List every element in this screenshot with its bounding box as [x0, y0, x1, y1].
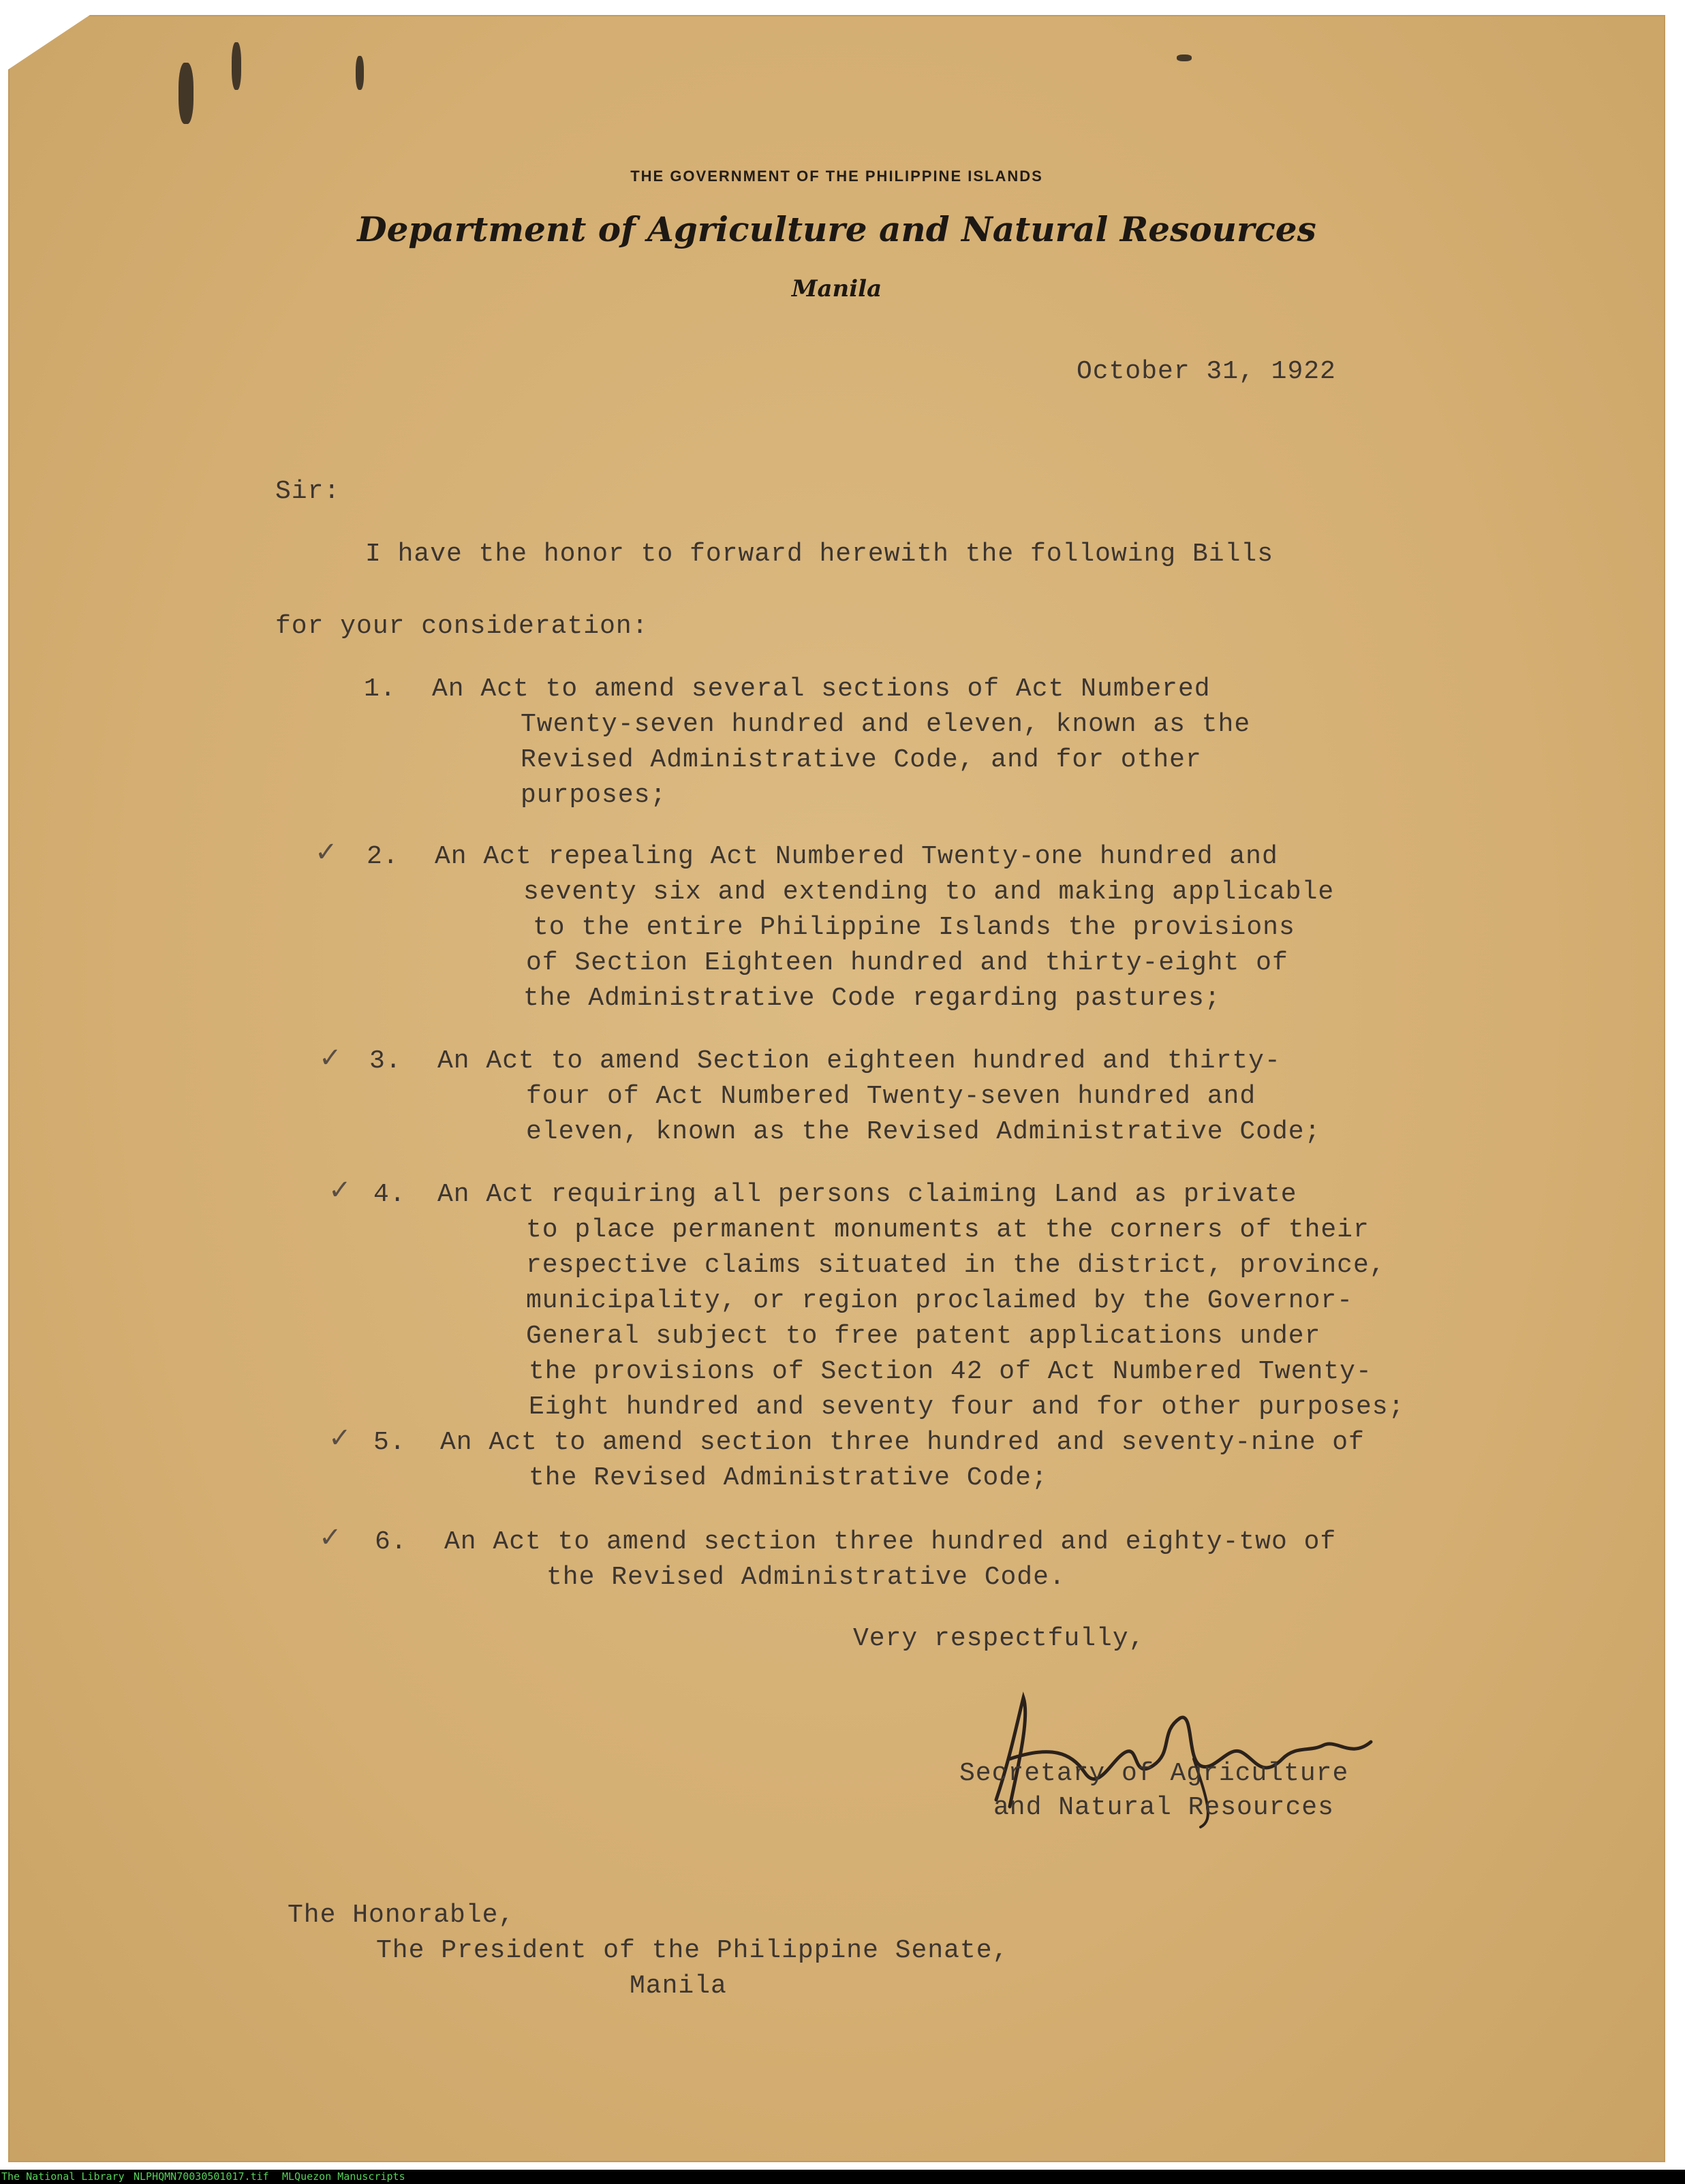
footer-library: The National Library	[1, 2170, 125, 2183]
signer-title: and Natural Resources	[993, 1793, 1334, 1822]
item-line: An Act to amend section three hundred and seventy-nine of	[440, 1428, 1365, 1457]
ink-stain	[232, 42, 241, 90]
item-number: 3.	[369, 1046, 402, 1076]
intro-line: I have the honor to forward herewith the following Bills	[365, 540, 1274, 569]
item-line: Eight hundred and seventy four and for other purposes;	[529, 1392, 1405, 1422]
closing: Very respectfully,	[853, 1624, 1145, 1653]
footer-collection: MLQuezon Manuscripts	[282, 2170, 405, 2183]
item-line: An Act to amend several sections of Act Numbered	[432, 674, 1211, 704]
ink-stain	[1177, 54, 1192, 61]
item-line: of Section Eighteen hundred and thirty-eight of	[526, 948, 1288, 978]
item-line: eleven, known as the Revised Administrative Code;	[526, 1117, 1321, 1146]
item-line: the Revised Administrative Code.	[546, 1563, 1066, 1592]
check-mark-icon: ✓	[319, 1522, 342, 1553]
ink-stain	[179, 63, 194, 124]
check-mark-icon: ✓	[328, 1422, 352, 1454]
item-line: the Administrative Code regarding pastures;	[523, 984, 1221, 1013]
item-line: purposes;	[521, 781, 667, 810]
letterhead-government: THE GOVERNMENT OF THE PHILIPPINE ISLANDS	[630, 168, 1043, 185]
salutation: Sir:	[275, 477, 341, 506]
item-number: 4.	[373, 1180, 406, 1209]
item-line: An Act to amend Section eighteen hundred and thirty-	[437, 1046, 1281, 1076]
addressee-line: The Honorable,	[288, 1901, 515, 1930]
torn-corner	[8, 15, 90, 69]
item-line: the Revised Administrative Code;	[529, 1463, 1048, 1493]
letterhead-department: Department of Agriculture and Natural Resources	[357, 209, 1316, 249]
item-number: 1.	[364, 674, 397, 704]
footer-file: NLPHQMN70030501017.tif	[134, 2170, 269, 2183]
letterhead-city: Manila	[791, 275, 882, 302]
item-line: municipality, or region proclaimed by the Governor-	[526, 1286, 1353, 1315]
item-line: An Act to amend section three hundred and eighty-two of	[444, 1527, 1337, 1557]
item-line: Revised Administrative Code, and for other	[521, 745, 1202, 775]
item-line: An Act requiring all persons claiming Land as private	[437, 1180, 1297, 1209]
item-line: four of Act Numbered Twenty-seven hundred and	[526, 1082, 1256, 1111]
item-number: 6.	[375, 1527, 407, 1557]
signer-title: Secretary of Agriculture	[959, 1759, 1349, 1788]
archive-footer	[0, 2170, 1685, 2184]
item-line: to the entire Philippine Islands the provisions	[533, 913, 1295, 942]
item-line: seventy six and extending to and making applicable	[523, 877, 1335, 907]
letter-date: October 31, 1922	[1077, 357, 1336, 386]
item-line: the provisions of Section 42 of Act Numbered Twenty-	[529, 1357, 1372, 1386]
addressee-line: Manila	[630, 1971, 727, 2001]
item-line: General subject to free patent applications under	[526, 1322, 1321, 1351]
check-mark-icon: ✓	[319, 1042, 342, 1074]
item-number: 5.	[373, 1428, 406, 1457]
item-line: Twenty-seven hundred and eleven, known as the	[521, 710, 1251, 739]
item-line: An Act repealing Act Numbered Twenty-one hundred and	[435, 842, 1278, 871]
ink-stain	[356, 56, 364, 90]
check-mark-icon: ✓	[315, 837, 338, 868]
item-line: to place permanent monuments at the corners of their	[526, 1215, 1370, 1245]
item-line: respective claims situated in the district, province,	[526, 1251, 1386, 1280]
check-mark-icon: ✓	[328, 1174, 352, 1206]
letter-page	[8, 15, 1665, 2162]
item-number: 2.	[367, 842, 399, 871]
addressee-line: The President of the Philippine Senate,	[376, 1936, 1009, 1965]
intro-line: for your consideration:	[275, 612, 649, 641]
